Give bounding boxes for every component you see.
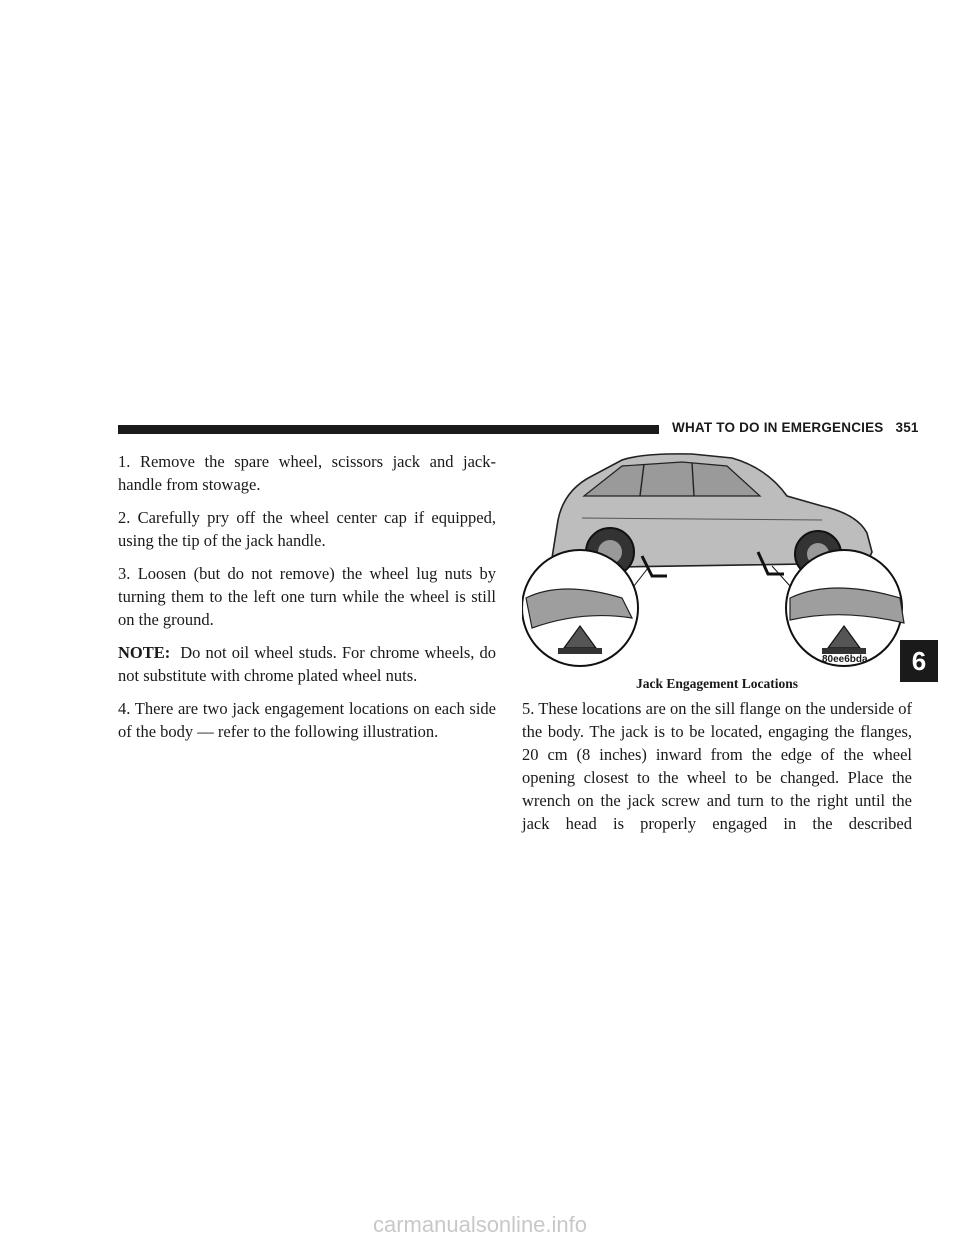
note xyxy=(118,641,496,687)
step-2: 2. Carefully pry off the wheel center cap if equipped, using the tip of the jack handle. xyxy=(118,508,496,550)
jack-engagement-illustration xyxy=(522,448,912,668)
step-3: 3. Loosen (but do not remove) the wheel lug nuts by turning them to the left one turn while the wheel is still on the ground. xyxy=(118,564,496,629)
section-tab: 6 xyxy=(900,640,938,682)
running-header xyxy=(672,420,919,435)
header-rule xyxy=(118,425,659,434)
vehicle-drawing xyxy=(522,448,912,668)
step-1: 1. Remove the spare wheel, scissors jack and jack-handle from stowage. xyxy=(118,452,496,494)
watermark: carmanualsonline.info xyxy=(372,1212,588,1237)
step-4: 4. There are two jack engagement locations on each side of the body — refer to the following illustration. xyxy=(118,699,496,741)
page-number: 351 xyxy=(895,420,919,435)
figure-code: 80ee6bda xyxy=(822,654,868,665)
figure-caption: Jack Engagement Locations xyxy=(636,676,798,691)
note-text: Do not oil wheel studs. For chrome wheels, do not substitute with chrome plated wheel nuts. xyxy=(118,643,496,685)
step-5: 5. These locations are on the sill flange on the underside of the body. The jack is to be located, engaging the flanges, 20 cm (8 inches) inward from the edge of the wheel opening closest to the wheel to be changed. Place the wrench on the jack screw and turn to the right until the jack head is properly engaged in the described xyxy=(522,699,912,833)
note-label: NOTE: xyxy=(118,643,171,662)
right-column xyxy=(522,697,912,835)
left-column xyxy=(118,450,496,753)
section-title: WHAT TO DO IN EMERGENCIES xyxy=(672,420,884,435)
